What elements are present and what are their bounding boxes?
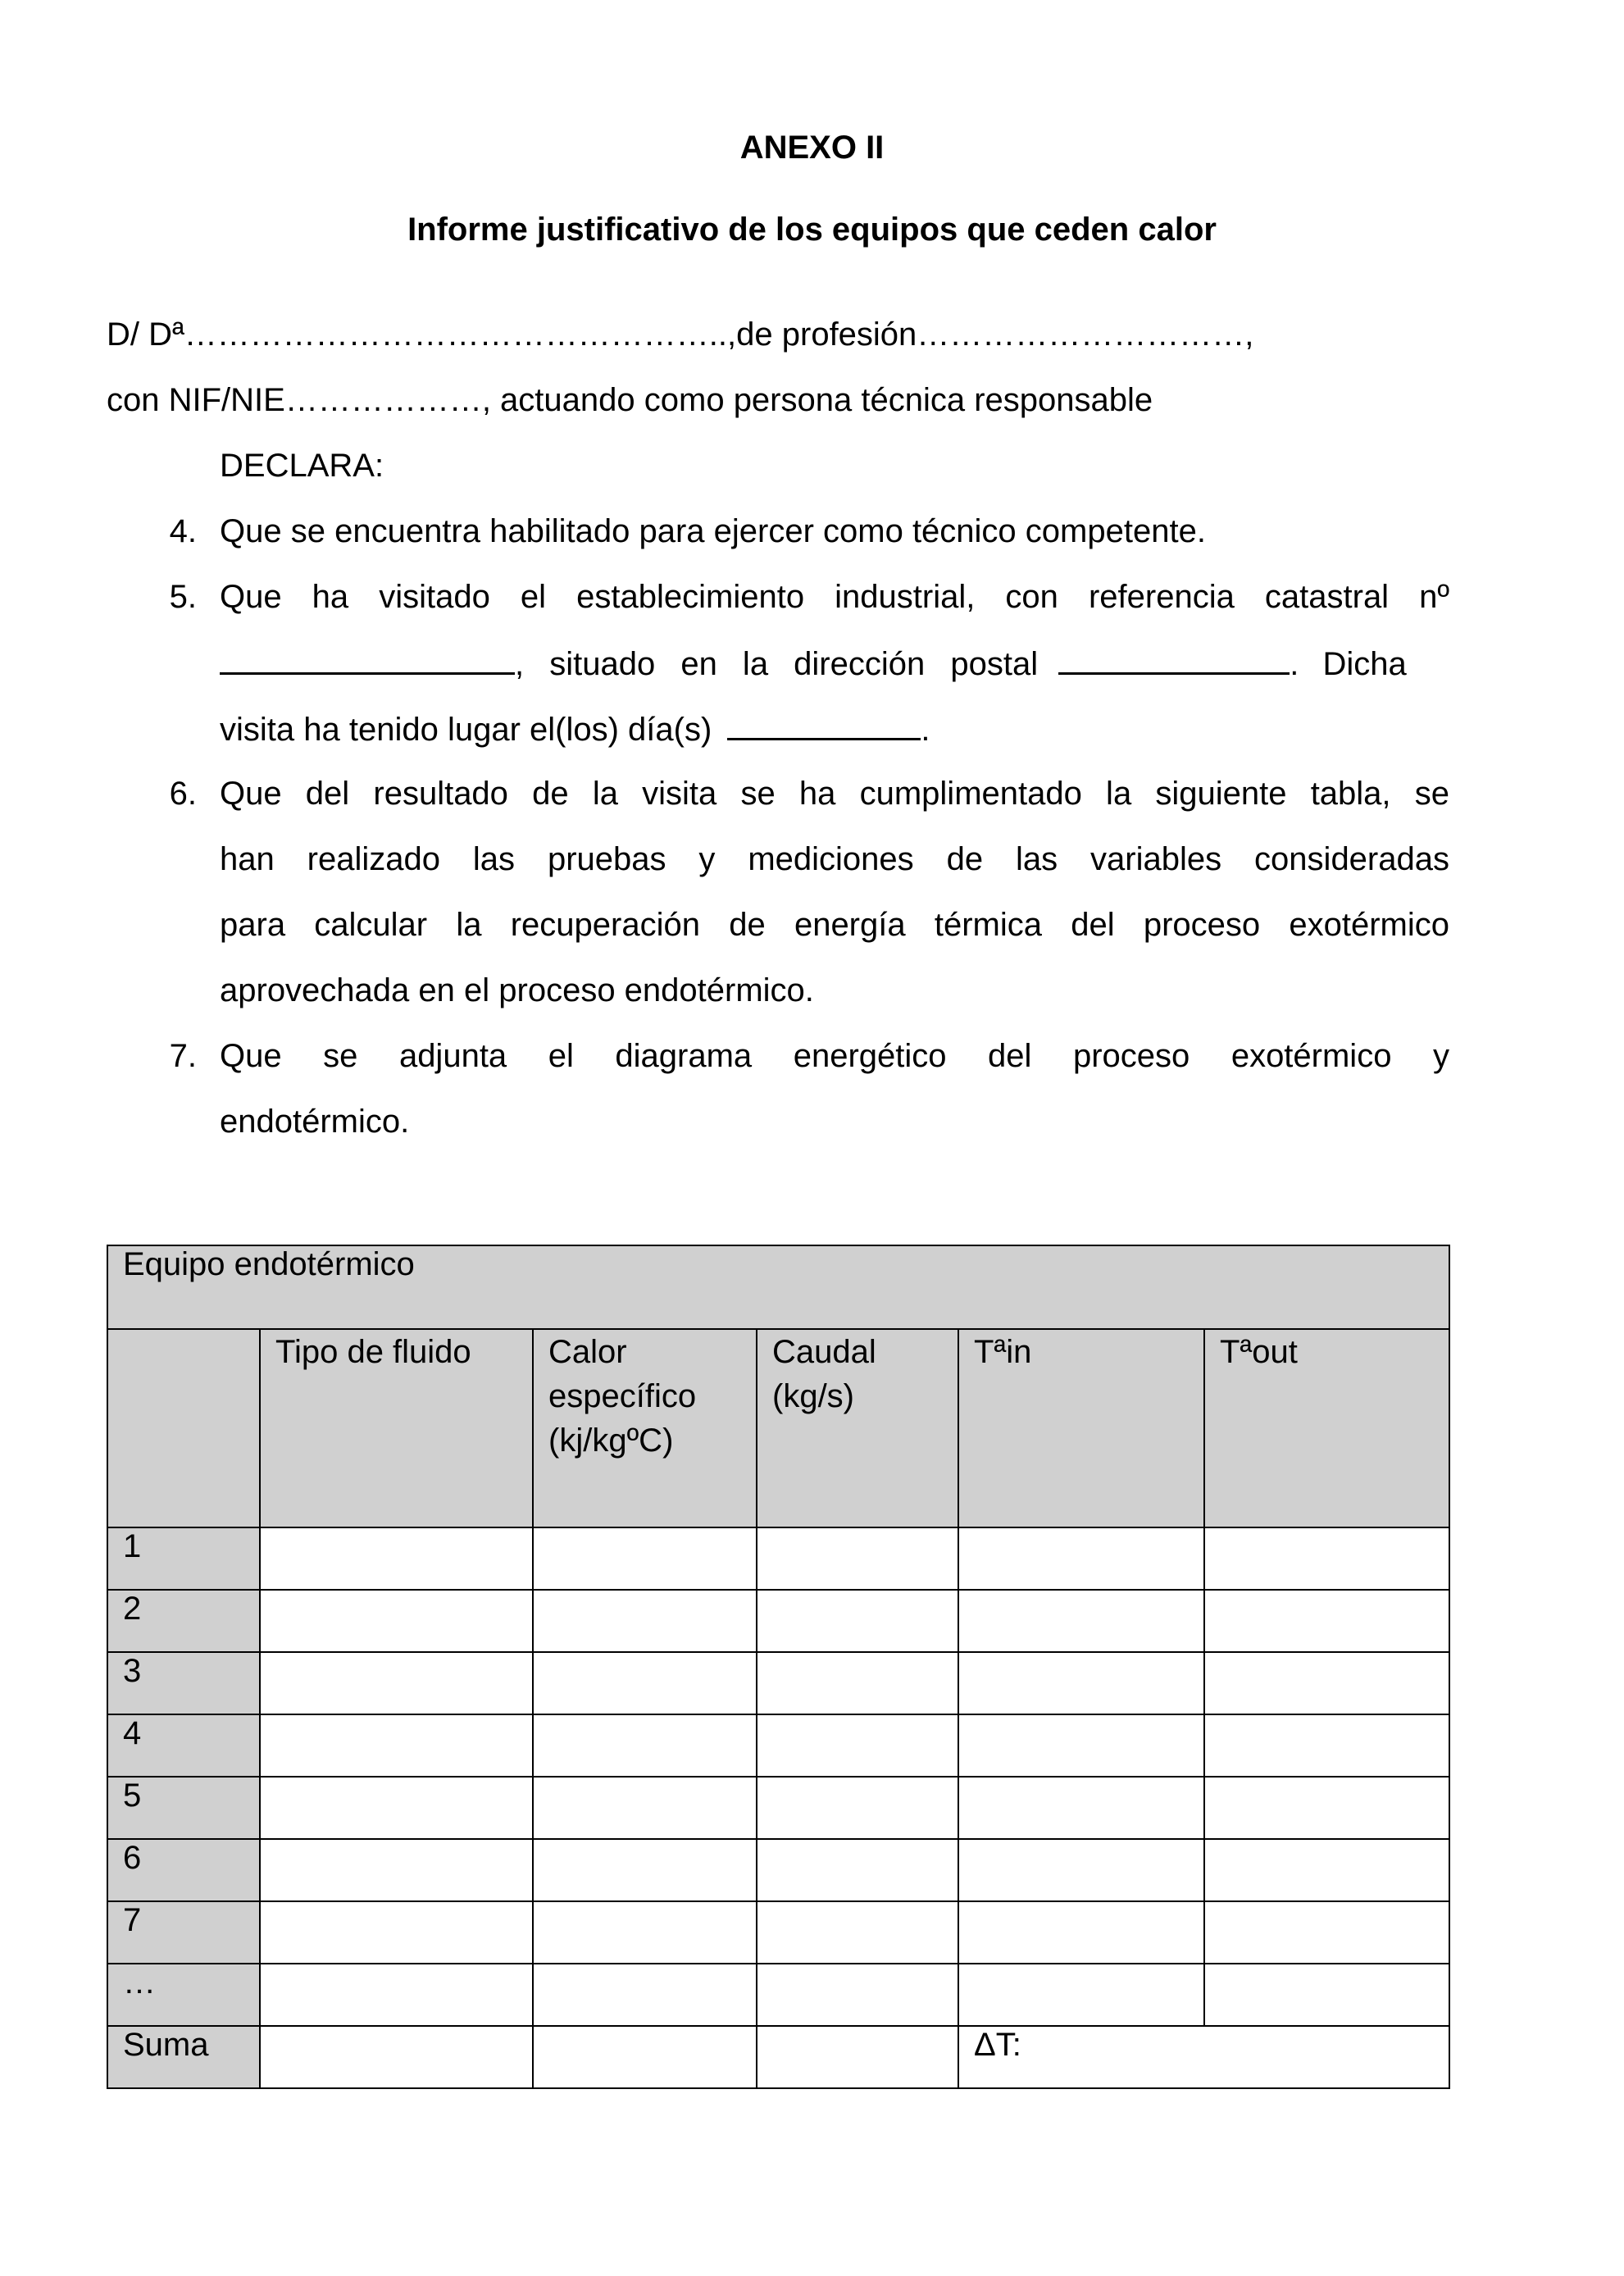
row-number: 5 [107,1777,260,1839]
data-cell[interactable] [533,1527,757,1590]
data-cell[interactable] [958,1964,1204,2026]
data-cell[interactable] [757,1964,958,2026]
item-text: Que ha visitado el establecimiento industrial, con referencia catastral nº [220,579,1449,615]
item-number: 6. [169,776,197,812]
data-cell[interactable] [260,1652,533,1714]
column-header-fluid-type: Tipo de fluido [260,1329,533,1527]
item-text: Que del resultado de la visita se ha cumplimentado la siguiente tabla, se [220,776,1449,812]
visit-date-blank[interactable] [727,710,921,740]
data-cell[interactable] [958,1527,1204,1590]
item-text: Que se adjunta el diagrama energético del proceso exotérmico y [220,1038,1449,1074]
data-cell[interactable] [260,1714,533,1777]
data-cell[interactable] [757,1590,958,1652]
row-number: 3 [107,1652,260,1714]
data-cell[interactable] [533,1652,757,1714]
data-cell[interactable] [958,1839,1204,1901]
table-row [107,1714,1449,1777]
column-header-specific-heat: Calor específico (kj/kgºC) [533,1329,757,1527]
item-number: 4. [169,513,197,549]
row-number: 7 [107,1901,260,1964]
data-cell[interactable] [757,1652,958,1714]
item-text: endotérmico. [220,1104,410,1140]
data-cell[interactable] [757,1839,958,1901]
data-cell[interactable] [533,1590,757,1652]
data-cell[interactable] [757,1714,958,1777]
data-cell[interactable] [260,1527,533,1590]
data-cell[interactable] [1204,1901,1449,1964]
data-cell[interactable] [1204,1590,1449,1652]
item-text: han realizado las pruebas y mediciones de las variables consideradas [220,841,1449,877]
item-text: visita ha tenido lugar el(los) día(s) [220,712,712,748]
endothermic-equipment-table [107,1245,1450,2089]
item-text: para calcular la recuperación de energía térmica del proceso exotérmico [220,907,1449,943]
column-header-temp-in: Tªin [958,1329,1204,1527]
annex-title: ANEXO II [739,130,885,166]
item-text: . Dicha [1290,646,1407,682]
delta-t-cell[interactable] [958,2026,1449,2088]
data-cell[interactable] [958,1714,1204,1777]
data-cell[interactable] [533,1777,757,1839]
data-cell[interactable] [1204,1652,1449,1714]
column-header-flow: Caudal (kg/s) [757,1329,958,1527]
delta-t-label: ΔT: [974,2027,1021,2063]
data-cell[interactable] [1204,1714,1449,1777]
declara-heading: DECLARA: [220,448,384,484]
data-cell[interactable] [1204,1839,1449,1901]
table-row [107,1590,1449,1652]
table-row [107,1839,1449,1901]
sum-cell[interactable] [260,2026,533,2088]
sum-cell[interactable] [757,2026,958,2088]
table-row [107,1527,1449,1590]
item-number: 7. [169,1038,197,1074]
row-number: 6 [107,1839,260,1901]
item-text: aprovechada en el proceso endotérmico. [220,972,814,1008]
declarant-nif-line: con NIF/NIE………………, actuando como persona técnica responsable [107,382,1153,418]
table-title: Equipo endotérmico [107,1245,1449,1329]
item-text: . [921,712,930,748]
sum-cell[interactable] [533,2026,757,2088]
item-5-date-line [220,710,930,749]
row-number: … [107,1964,260,2026]
data-cell[interactable] [533,1901,757,1964]
declarant-name-profession-line: D/ Dª…………………………………………..,de profesión…………………………, [107,316,1254,353]
item-number: 5. [169,579,197,615]
header-empty-cell [107,1329,260,1527]
data-cell[interactable] [260,1777,533,1839]
data-cell[interactable] [757,1901,958,1964]
data-cell[interactable] [958,1590,1204,1652]
data-cell[interactable] [757,1777,958,1839]
data-cell[interactable] [533,1714,757,1777]
table-row [107,1777,1449,1839]
data-cell[interactable] [958,1901,1204,1964]
row-number: 1 [107,1527,260,1590]
data-cell[interactable] [958,1777,1204,1839]
data-cell[interactable] [1204,1527,1449,1590]
sum-label: Suma [107,2026,260,2088]
data-cell[interactable] [260,1964,533,2026]
data-cell[interactable] [1204,1777,1449,1839]
postal-address-blank[interactable] [1058,644,1290,675]
table-row [107,1901,1449,1964]
data-cell[interactable] [958,1652,1204,1714]
cadastral-reference-blank[interactable] [220,644,515,675]
data-cell[interactable] [260,1901,533,1964]
item-text: Que se encuentra habilitado para ejercer como técnico competente. [220,513,1206,549]
document-subtitle: Informe justificativo de los equipos que ceden calor [407,212,1217,248]
table-row [107,1964,1449,2026]
table-row [107,1652,1449,1714]
data-cell[interactable] [757,1527,958,1590]
row-number: 4 [107,1714,260,1777]
item-5-address-line [220,644,1449,683]
row-number: 2 [107,1590,260,1652]
data-cell[interactable] [260,1839,533,1901]
column-header-temp-out: Tªout [1204,1329,1449,1527]
data-cell[interactable] [260,1590,533,1652]
data-cell[interactable] [1204,1964,1449,2026]
data-cell[interactable] [533,1964,757,2026]
data-cell[interactable] [533,1839,757,1901]
item-text: , situado en la dirección postal [515,646,1039,682]
